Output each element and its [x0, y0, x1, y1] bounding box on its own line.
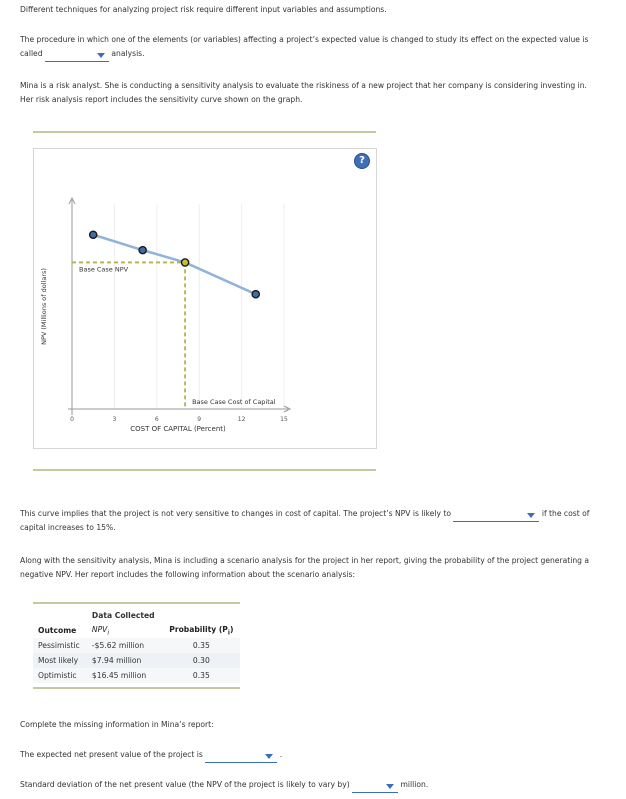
sensitivity-chart — [34, 149, 376, 448]
x-tick-label: 0 — [70, 416, 74, 423]
x-tick-label: 12 — [237, 416, 246, 423]
scenario-text-2: Her risk analysis report includes the sensitivity curve shown on the graph. — [20, 95, 303, 104]
chevron-down-icon — [527, 513, 535, 518]
q4-line — [20, 777, 428, 793]
q4-after: million. — [400, 780, 429, 789]
x-tick-label: 15 — [280, 416, 288, 423]
intro-text: Different techniques for analyzing project risk require different input variables and assumptions. — [20, 5, 387, 14]
q3-line — [20, 747, 282, 763]
base-npv-label: Base Case NPV — [79, 265, 129, 274]
divider — [33, 131, 376, 133]
q1-called: called — [20, 49, 43, 58]
std-dev-dropdown[interactable] — [352, 781, 398, 793]
scenario-table — [33, 608, 240, 683]
x-tick-label: 6 — [154, 416, 159, 423]
q3-after: . — [279, 750, 283, 759]
divider — [33, 602, 240, 604]
q2-line2: capital increases to 15%. — [20, 523, 116, 532]
curve-point — [252, 291, 259, 298]
col-outcome: Outcome — [38, 626, 77, 635]
q1-line2 — [20, 46, 145, 62]
scenario-text-3: Along with the sensitivity analysis, Mina is including a scenario analysis for the project in her report, giving the probability of the project generating a — [20, 556, 590, 565]
base-case-point — [181, 259, 188, 266]
help-icon[interactable]: ? — [354, 153, 370, 169]
graph-panel — [33, 148, 377, 449]
q1-after: analysis. — [111, 49, 145, 58]
q2-text: This curve implies that the project is not very sensitive to changes in cost of capital. The project’s NPV is likely to — [20, 509, 451, 518]
scenario-text-4: negative NPV. Her report includes the following information about the scenario analysis: — [20, 570, 356, 579]
x-axis-label: COST OF CAPITAL (Percent) — [130, 425, 226, 433]
q2-after: if the cost of — [541, 509, 590, 518]
q1-dropdown[interactable] — [45, 50, 109, 62]
chevron-down-icon — [265, 754, 273, 759]
q2-dropdown[interactable] — [453, 510, 539, 522]
table-row: Pessimistic -$5.62 million 0.35 — [33, 638, 240, 653]
col-probability: Probability $(P_i)$ — [169, 624, 234, 637]
divider — [33, 687, 240, 689]
expected-npv-dropdown[interactable] — [205, 751, 277, 763]
divider — [33, 469, 376, 471]
base-coc-label: Base Case Cost of Capital — [192, 398, 276, 406]
complete-text: Complete the missing information in Mina’s report: — [20, 720, 214, 729]
q4-text: Standard deviation of the net present value (the NPV of the project is likely to vary by) — [20, 780, 350, 789]
chevron-down-icon — [386, 784, 394, 789]
x-tick-label: 3 — [112, 416, 117, 423]
scenario-text-1: Mina is a risk analyst. She is conducting a sensitivity analysis to evaluate the riskiness of a new project that her company is considering investing in. — [20, 81, 587, 90]
group-header: Data Collected — [91, 611, 155, 620]
curve-point — [90, 231, 97, 238]
q3-text: The expected net present value of the project is — [20, 750, 203, 759]
chevron-down-icon — [97, 53, 105, 58]
col-npv: $NPV_i$ — [91, 624, 110, 637]
curve-point — [139, 247, 146, 254]
table-row: Optimistic $16.45 million 0.35 — [33, 668, 240, 683]
table-row: Most likely $7.94 million 0.30 — [33, 653, 240, 668]
x-tick-label: 9 — [197, 416, 202, 423]
y-axis-label: NPV (Millions of dollars) — [40, 268, 48, 345]
q1-text: The procedure in which one of the elements (or variables) affecting a project’s expected value is changed to study its effect on the expected value is — [20, 35, 589, 44]
